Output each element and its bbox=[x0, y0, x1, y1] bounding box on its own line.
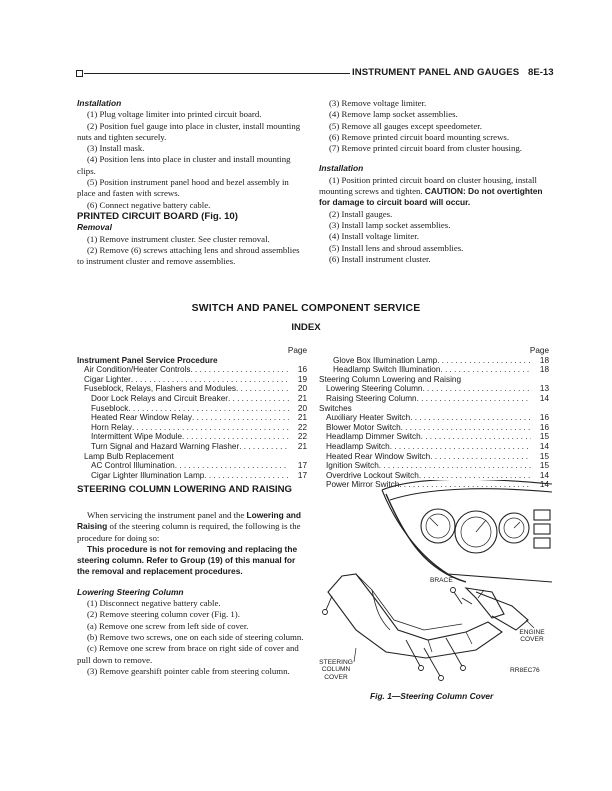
note-text: This procedure is not for bbox=[87, 543, 186, 554]
index-entry-page: 18 bbox=[539, 355, 549, 365]
step: (5) Position instrument panel hood and bezel assembly in place and fasten with screws. bbox=[77, 177, 289, 199]
label-engine-cover-line: COVER bbox=[520, 636, 544, 644]
intro-emphasis: Lowering and Raising bbox=[77, 510, 301, 532]
index-entry-label: Heated Rear Window Relay bbox=[91, 413, 193, 423]
index-page-label: Page bbox=[529, 346, 549, 355]
index-entry-page: 21 bbox=[297, 413, 307, 423]
index-entry bbox=[319, 423, 549, 433]
step: (4) Position lens into place in cluster and install mounting clips. bbox=[77, 154, 291, 176]
index-entry-label: Turn Signal and Hazard Warning Flasher bbox=[91, 441, 240, 451]
intro-text: of the steering column is required, the following is the procedure for doing so: bbox=[77, 521, 301, 543]
index-entry-label: AC Control Illumination bbox=[91, 461, 175, 471]
label-steering-line: COLUMN bbox=[321, 666, 351, 674]
step: (2) Install gauges. bbox=[329, 208, 393, 219]
index-entry-label: Headlamp Switch bbox=[326, 441, 390, 451]
index-entry bbox=[319, 375, 549, 385]
index-entry-label: Glove Box Illumination Lamp bbox=[333, 355, 438, 365]
step: (6) Remove printed circuit board mounting screws. bbox=[329, 131, 510, 142]
index-entry-label: Heated Rear Window Switch bbox=[326, 451, 431, 461]
installation-heading: Installation bbox=[319, 163, 364, 174]
label-engine-cover-line: ENGINE bbox=[519, 629, 545, 636]
index-entry-page: 16 bbox=[297, 365, 307, 375]
caution-note: CAUTION: Do not overtighten for damage to circuit board will occur. bbox=[319, 186, 543, 208]
main-section-heading: SWITCH AND PANEL COMPONENT SERVICE bbox=[191, 303, 421, 314]
label-steering-line: COVER bbox=[324, 673, 348, 681]
index-page-label: Page bbox=[287, 346, 307, 355]
index-entry bbox=[77, 423, 307, 433]
dash-inner-edge bbox=[390, 489, 552, 500]
intro-text: When servicing the instrument panel and the bbox=[87, 510, 245, 520]
step: (4) Remove lamp socket assemblies. bbox=[329, 109, 458, 120]
step: (7) Remove printed circuit board from cluster housing. bbox=[329, 143, 522, 154]
index-entry bbox=[319, 365, 549, 375]
index-entry-label: Ignition Switch bbox=[326, 461, 379, 471]
index-entry bbox=[319, 384, 549, 394]
index-entry bbox=[77, 471, 307, 481]
index-entry-label: Power Mirror Switch bbox=[326, 480, 400, 490]
step: (c) Remove one screw from brace on right side of cover and pull down to remove. bbox=[77, 643, 299, 665]
step: (2) Remove (6) screws attaching lens and shroud assemblies to instrument cluster and remove assemblies. bbox=[77, 244, 300, 267]
label-steering-line: STEERING bbox=[319, 659, 353, 666]
index-entry bbox=[319, 442, 549, 452]
step: (5) Install lens and shroud assemblies. bbox=[329, 242, 464, 253]
index-entry-page: 14 bbox=[539, 441, 549, 451]
note-text: removal bbox=[91, 566, 124, 577]
index-entry-page: 15 bbox=[539, 461, 549, 471]
index-entry-page: 19 bbox=[297, 374, 307, 384]
index-entry-label: Fuseblock bbox=[91, 403, 129, 413]
index-entry-label: Overdrive Lockout Switch bbox=[326, 470, 419, 480]
index-entry-page: 22 bbox=[297, 432, 307, 442]
step: (a) Remove one screw from left side of cover. bbox=[87, 620, 249, 631]
note-text: procedures. bbox=[194, 566, 243, 577]
index-entry-label: Fuseblock, Relays, Flashers and Modules bbox=[84, 384, 236, 394]
note-paragraph bbox=[77, 544, 307, 578]
index-entry-label: Cigar Lighter Illumination Lamp bbox=[91, 470, 205, 480]
index-left-column bbox=[77, 346, 307, 480]
step: (3) Install mask. bbox=[87, 143, 145, 154]
step bbox=[319, 175, 549, 209]
figure-ref-code: RR8EC76 bbox=[510, 667, 540, 674]
index-entry-page: 14 bbox=[539, 470, 549, 480]
index-entry bbox=[319, 452, 549, 462]
label-engine-cover bbox=[516, 629, 548, 644]
step: (1) Remove instrument cluster. See cluster removal. bbox=[87, 233, 270, 244]
index-entry-label: Air Condition/Heater Controls bbox=[84, 365, 191, 375]
step: (4) Install voltage limiter. bbox=[329, 231, 419, 242]
page-number: 8E-13 bbox=[528, 67, 554, 78]
index-entry bbox=[319, 413, 549, 423]
step: (b) Remove two screws, one on each side of steering column. bbox=[87, 631, 304, 642]
index-entry-page: 20 bbox=[297, 403, 307, 413]
steering-section-heading: STEERING COLUMN LOWERING AND RAISING bbox=[77, 484, 292, 495]
index-entry-label: Blower Motor Switch bbox=[326, 422, 401, 432]
index-entry-page: 21 bbox=[297, 441, 307, 451]
index-entry bbox=[319, 394, 549, 404]
header-rule bbox=[84, 73, 350, 74]
index-entry-page: 14 bbox=[539, 393, 549, 403]
index-entry bbox=[77, 365, 307, 375]
index-entry-label: Cigar Lighter bbox=[84, 374, 131, 384]
index-entry bbox=[319, 356, 549, 366]
index-entry-label: Instrument Panel Service Procedure bbox=[77, 355, 218, 365]
index-entry-label: Switches bbox=[319, 403, 352, 413]
index-entry-page: 21 bbox=[297, 393, 307, 403]
index-right-column bbox=[319, 346, 549, 490]
label-brace: BRACE bbox=[430, 577, 453, 584]
note-text: replacement bbox=[143, 566, 193, 577]
cover-panel bbox=[328, 574, 502, 658]
index-heading: INDEX bbox=[291, 322, 321, 333]
figure-caption: Fig. 1—Steering Column Cover bbox=[370, 691, 494, 701]
step: (2) Remove steering column cover (Fig. 1). bbox=[87, 609, 240, 620]
step: (6) Install instrument cluster. bbox=[329, 253, 431, 264]
index-entry bbox=[77, 452, 307, 462]
index-entry-page: 17 bbox=[297, 461, 307, 471]
step: (5) Remove all gauges except speedometer. bbox=[329, 120, 482, 131]
index-entry bbox=[319, 404, 549, 414]
index-entry bbox=[77, 356, 307, 366]
step: (2) Position fuel gauge into place in cluster, install mounting nuts and tighten securely. bbox=[77, 120, 301, 142]
installation-heading: Installation bbox=[77, 98, 122, 108]
index-entry-label: Horn Relay bbox=[91, 422, 132, 432]
section-heading-circuit-board: PRINTED CIRCUIT BOARD (Fig. 10) bbox=[77, 210, 238, 222]
index-entry-page: 14 bbox=[539, 480, 549, 490]
step: (1) Plug voltage limiter into printed circuit board. bbox=[87, 109, 262, 120]
index-entry bbox=[319, 432, 549, 442]
step-text: (1) Position printed circuit board on cluster housing, install mounting screws and tighten. bbox=[319, 174, 537, 197]
removal-heading: Removal bbox=[77, 222, 112, 233]
index-entry-label: Headlamp Dimmer Switch bbox=[326, 432, 421, 442]
intro-paragraph bbox=[77, 510, 307, 544]
brace-part bbox=[466, 588, 504, 618]
index-entry bbox=[77, 375, 307, 385]
index-entry bbox=[319, 471, 549, 481]
index-entry bbox=[77, 461, 307, 471]
right-column-top bbox=[319, 98, 549, 265]
index-entry-label: Lowering Steering Column bbox=[326, 384, 423, 394]
index-entry-label: Auxiliary Heater Switch bbox=[326, 413, 411, 423]
step: (1) Disconnect negative battery cable. bbox=[87, 598, 221, 609]
figure-steering-column-cover bbox=[316, 480, 552, 700]
index-entry-label: Raising Steering Column bbox=[326, 393, 417, 403]
index-entry bbox=[319, 461, 549, 471]
index-entry-label: Lamp Bulb Replacement bbox=[84, 451, 174, 461]
note-text: and bbox=[126, 566, 141, 577]
header-box-marker bbox=[76, 70, 83, 77]
label-steering-column-cover bbox=[316, 659, 356, 681]
lowering-heading: Lowering Steering Column bbox=[77, 586, 184, 597]
left-column-top bbox=[77, 98, 307, 267]
index-entry bbox=[77, 394, 307, 404]
index-entry-page: 15 bbox=[539, 432, 549, 442]
index-entry-page: 22 bbox=[297, 422, 307, 432]
step: (3) Remove gearshift pointer cable from steering column. bbox=[87, 665, 290, 676]
radio-panel bbox=[534, 510, 550, 520]
step: (3) Install lamp socket assemblies. bbox=[329, 219, 451, 230]
step: (3) Remove voltage limiter. bbox=[329, 98, 427, 108]
index-entry-label: Steering Column Lowering and Raising bbox=[319, 374, 461, 384]
left-column-bottom bbox=[77, 510, 307, 677]
index-entry bbox=[77, 432, 307, 442]
index-entry bbox=[77, 442, 307, 452]
index-entry-page: 13 bbox=[539, 384, 549, 394]
step: (6) Connect negative battery cable. bbox=[87, 199, 211, 210]
index-entry-page: 17 bbox=[297, 470, 307, 480]
index-entry-label: Headlamp Switch Illumination bbox=[333, 365, 441, 375]
note-text: the steering column. Refer to Group (19) of this manual for the bbox=[77, 543, 298, 577]
index-entry-page: 15 bbox=[539, 451, 549, 461]
index-entry-page: 18 bbox=[539, 365, 549, 375]
index-entry bbox=[77, 413, 307, 423]
note-text: removing and replacing bbox=[187, 543, 283, 554]
index-entry bbox=[77, 404, 307, 414]
index-entry-page: 16 bbox=[539, 422, 549, 432]
index-entry-page: 20 bbox=[297, 384, 307, 394]
index-entry-label: Door Lock Relays and Circuit Breaker bbox=[91, 393, 228, 403]
index-entry-label: Intermittent Wipe Module bbox=[91, 432, 183, 442]
index-entry-page: 16 bbox=[539, 413, 549, 423]
header-title: INSTRUMENT PANEL AND GAUGES bbox=[352, 67, 520, 78]
index-entry bbox=[77, 384, 307, 394]
